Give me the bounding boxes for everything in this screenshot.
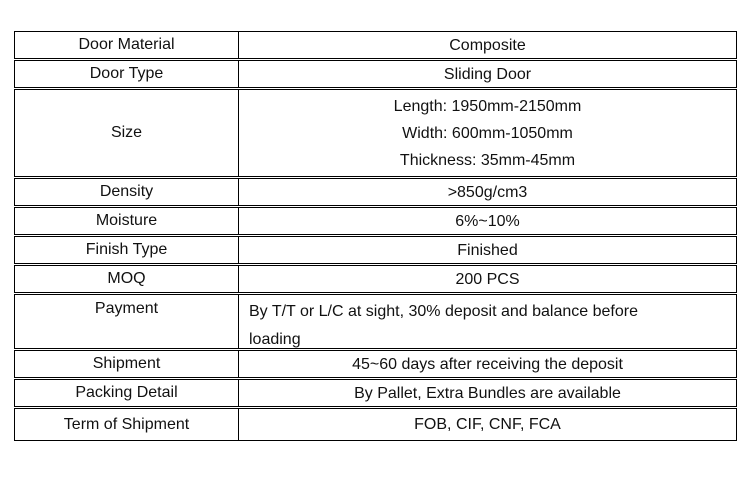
spec-label: Size <box>15 90 239 176</box>
spec-value-line: Finished <box>457 241 518 259</box>
spec-label: MOQ <box>15 266 239 292</box>
spec-row <box>14 379 737 407</box>
spec-row <box>14 265 737 293</box>
spec-label: Door Type <box>15 61 239 87</box>
spec-value-line: By T/T or L/C at sight, 30% deposit and balance before <box>249 303 638 320</box>
spec-row <box>14 350 737 378</box>
spec-label: Moisture <box>15 208 239 234</box>
spec-row <box>14 31 737 59</box>
spec-value-line: 45~60 days after receiving the deposit <box>352 355 623 373</box>
spec-value <box>239 179 736 205</box>
spec-row <box>14 408 737 441</box>
spec-row <box>14 236 737 264</box>
spec-value <box>239 237 736 263</box>
spec-value-line: loading <box>249 331 301 348</box>
spec-label: Payment <box>15 295 239 348</box>
spec-row <box>14 207 737 235</box>
spec-row <box>14 294 737 349</box>
spec-row <box>14 178 737 206</box>
spec-value <box>239 409 736 440</box>
spec-label: Density <box>15 179 239 205</box>
spec-label: Term of Shipment <box>15 409 239 440</box>
spec-value <box>239 90 736 176</box>
spec-label: Shipment <box>15 351 239 377</box>
spec-value-line: Composite <box>449 36 526 54</box>
spec-value-line: 6%~10% <box>455 212 520 230</box>
spec-row <box>14 89 737 177</box>
spec-value-line: 200 PCS <box>455 270 520 288</box>
spec-value <box>239 208 736 234</box>
spec-value-line: FOB, CIF, CNF, FCA <box>414 416 561 433</box>
spec-value-line: Width: 600mm-1050mm <box>402 124 573 142</box>
spec-value <box>239 380 736 406</box>
spec-label: Packing Detail <box>15 380 239 406</box>
spec-label: Finish Type <box>15 237 239 263</box>
spec-label: Door Material <box>15 32 239 58</box>
spec-value-line: Length: 1950mm-2150mm <box>393 97 582 115</box>
spec-value <box>239 295 736 348</box>
spec-value-line: Thickness: 35mm-45mm <box>399 151 576 169</box>
spec-value-line: Sliding Door <box>443 65 532 83</box>
spec-value <box>239 266 736 292</box>
spec-value-line: By Pallet, Extra Bundles are available <box>354 384 621 402</box>
product-spec-table <box>14 31 737 442</box>
spec-row <box>14 60 737 88</box>
spec-value-line: >850g/cm3 <box>447 183 528 201</box>
spec-value <box>239 61 736 87</box>
spec-value <box>239 351 736 377</box>
spec-value <box>239 32 736 58</box>
